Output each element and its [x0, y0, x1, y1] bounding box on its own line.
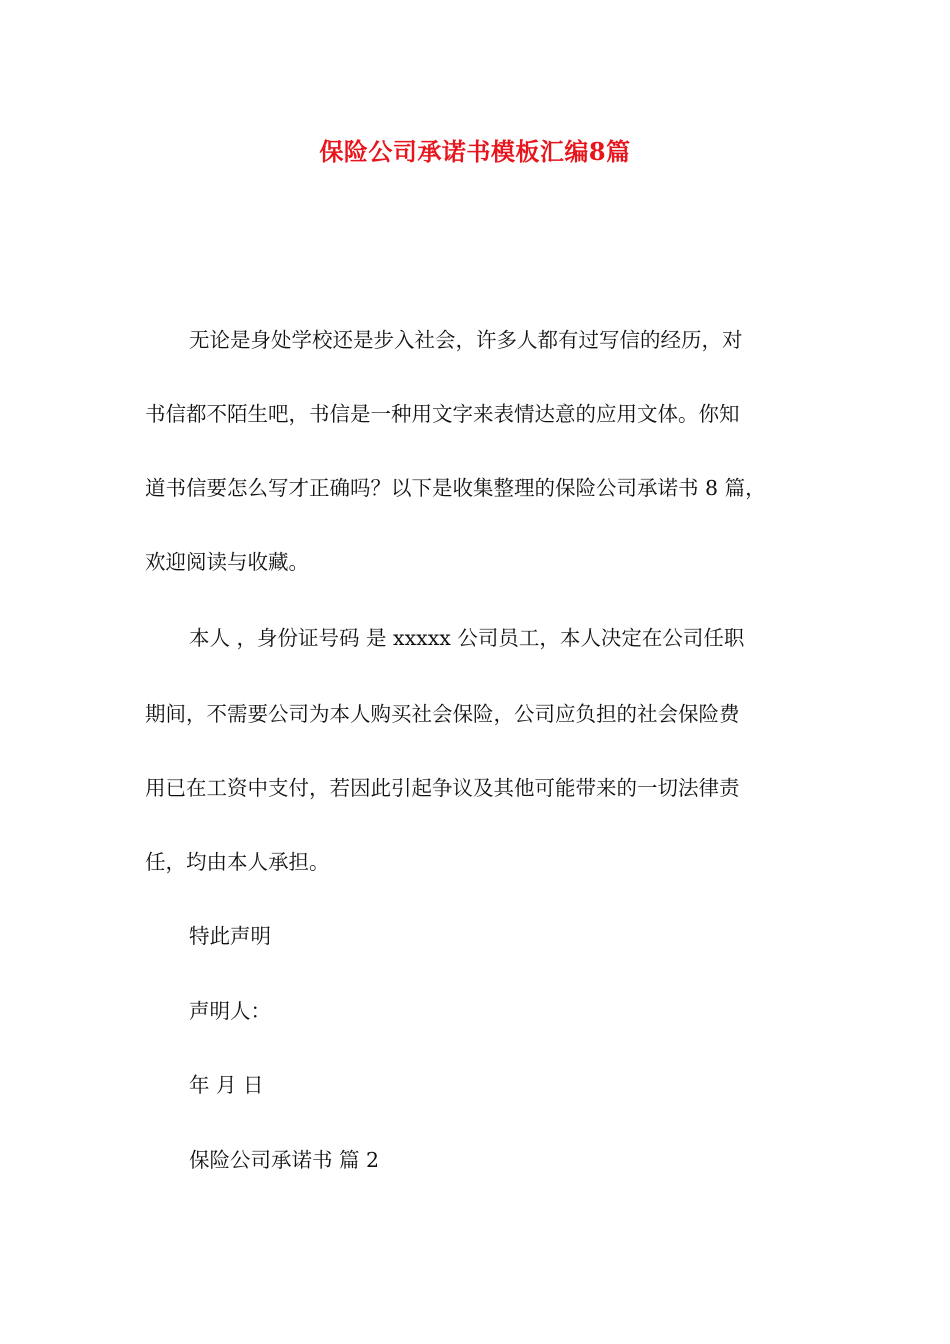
- paragraph-1-line-2: 书信都不陌生吧，书信是一种用文字来表情达意的应用文体。你知: [145, 402, 740, 426]
- declarant-line: 声明人：: [189, 999, 271, 1023]
- paragraph-2-line-2: 期间，不需要公司为本人购买社会保险，公司应负担的社会保险费: [145, 702, 740, 726]
- paragraph-2-line-3: 用已在工资中支付，若因此引起争议及其他可能带来的一切法律责: [145, 776, 740, 800]
- declaration-line: 特此声明: [189, 924, 271, 948]
- paragraph-1-line-1: 无论是身处学校还是步入社会，许多人都有过写信的经历，对: [189, 328, 743, 352]
- date-line: 年 月 日: [189, 1073, 264, 1097]
- document-title: 保险公司承诺书模板汇编8篇: [319, 137, 631, 166]
- paragraph-2-line-4: 任，均由本人承担。: [145, 850, 330, 874]
- paragraph-2-line-1: 本人 ，身份证号码 是 xxxxx 公司员工，本人决定在公司任职: [189, 626, 745, 650]
- section-heading-2: 保险公司承诺书 篇 2: [189, 1148, 380, 1172]
- paragraph-1-line-3: 道书信要怎么写才正确吗？以下是收集整理的保险公司承诺书 8 篇，: [145, 476, 766, 500]
- paragraph-1-line-4: 欢迎阅读与收藏。: [145, 550, 309, 574]
